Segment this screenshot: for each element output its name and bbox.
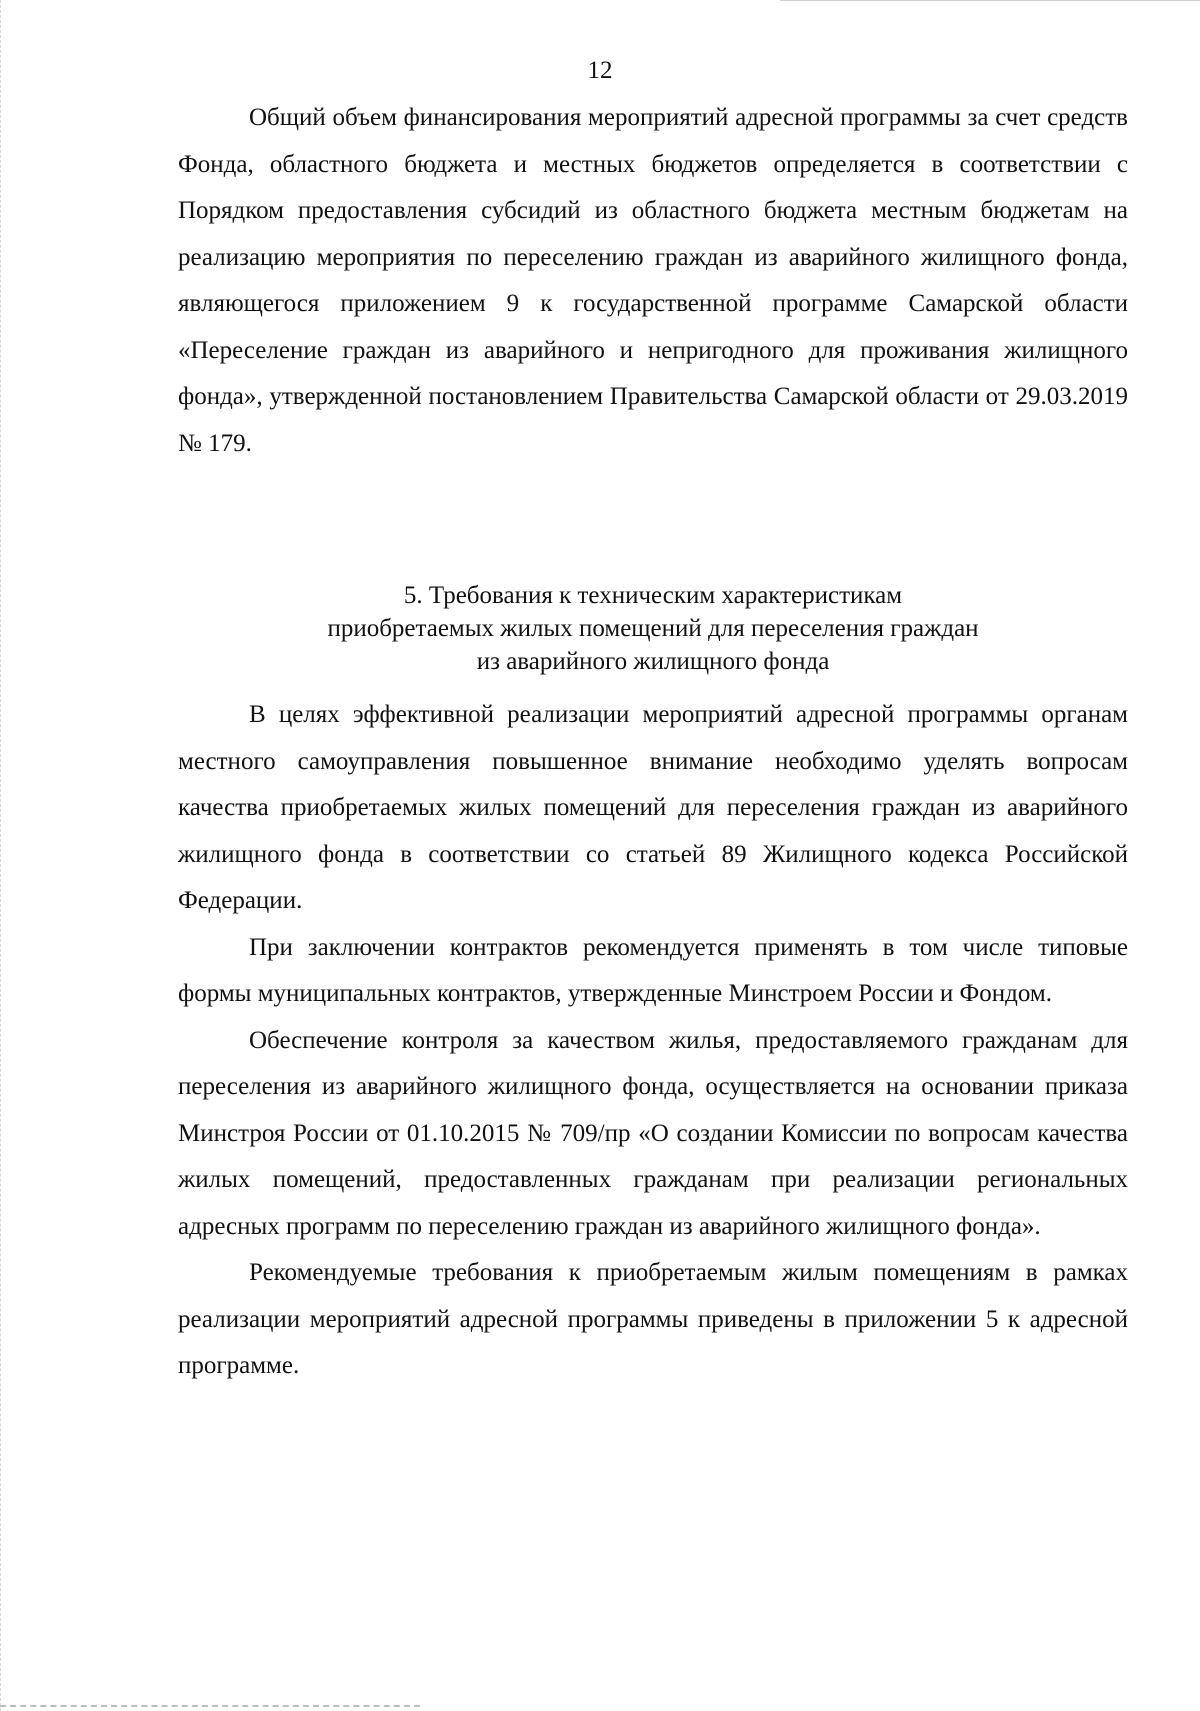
page-number: 12 [587, 57, 613, 84]
scan-edge-top [780, 0, 1200, 3]
section-heading [178, 579, 1128, 678]
section-body [178, 692, 1128, 1390]
scan-edge-bottom [0, 1703, 420, 1707]
section-heading-line: 5. Требования к техническим характеристикам [403, 582, 903, 609]
paragraph-quality-control: Обеспечение контроля за качеством жилья, предоставляемого гражданам для переселения из аварийного жилищного фонда, осуществляется на основании приказа Минстроя России от 01.10.2015 № 709/пр «О создании Комиссии по вопросам качества жилых помещений, предоставленных гражданам при реализации региональных адресных программ по переселению граждан из аварийного жилищного фонда». [178, 1026, 1128, 1240]
document-body [178, 95, 1128, 1390]
section-heading-line: из аварийного жилищного фонда [476, 648, 830, 675]
scan-edge-left [0, 0, 4, 1711]
paragraph-quality-attention: В целях эффективной реализации мероприятий адресной программы органам местного самоуправления повышенное внимание необходимо уделять вопросам качества приобретаемых жилых помещений для переселения граждан из аварийного жилищного фонда в соответствии со статьей 89 Жилищного кодекса Российской Федерации. [178, 701, 1128, 914]
paragraph-recommended-requirements: Рекомендуемые требования к приобретаемым жилым помещениям в рамках реализации мероприятий адресной программы приведены в приложении 5 к адресной программе. [178, 1259, 1128, 1379]
section-heading-line: приобретаемых жилых помещений для переселения граждан [327, 615, 979, 642]
paragraph-contract-forms: При заключении контрактов рекомендуется применять в том числе типовые формы муниципальных контрактов, утвержденные Минстроем России и Фондом. [178, 933, 1128, 1007]
paragraph-financing: Общий объем финансирования мероприятий адресной программы за счет средств Фонда, областного бюджета и местных бюджетов определяется в соответствии с Порядком предоставления субсидий из областного бюджета местным бюджетам на реализацию мероприятия по переселению граждан из аварийного жилищного фонда, являющегося приложением 9 к государственной программе Самарской области «Переселение граждан из аварийного и непригодного для проживания жилищного фонда», утвержденной постановлением Правительства Самарской области от 29.03.2019 № 179. [178, 104, 1128, 457]
